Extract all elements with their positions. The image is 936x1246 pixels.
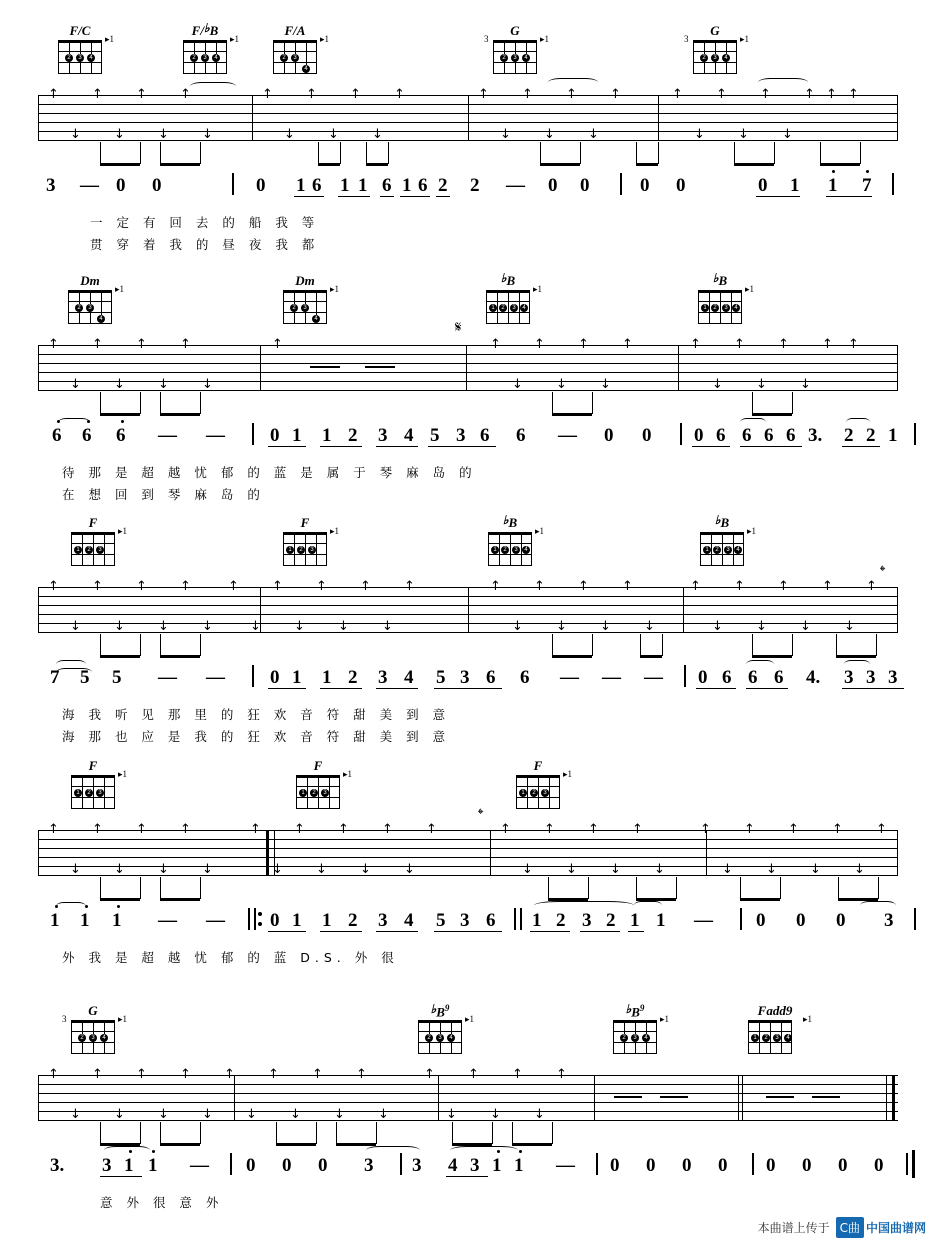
lyrics-line-1: 海 我 听 见 那 里 的 狂 欢 音 符 甜 美 到 意 — [62, 707, 451, 722]
capo-marker: ▸1 — [329, 284, 339, 294]
footer-credit — [758, 1217, 926, 1238]
chord-grid: 2 3 4 — [283, 290, 327, 324]
tie — [758, 78, 808, 87]
chord-grid: 2 3 4 — [493, 40, 537, 74]
tab-staff-2 — [38, 345, 898, 405]
chord-diagram-dm-1 — [60, 275, 122, 331]
fret-number: 3 — [62, 1014, 67, 1024]
chord-grid: 2 3 4 — [183, 40, 227, 74]
fret-number: 3 — [484, 34, 489, 44]
chord-diagram-g-3 — [63, 1005, 125, 1061]
chord-name: ♭B — [502, 513, 518, 530]
chord-name: Dm — [295, 273, 315, 288]
capo-marker: ▸1 — [319, 34, 329, 44]
chord-name: ♭B — [500, 271, 516, 288]
chord-name: Dm — [80, 273, 100, 288]
chord-grid: 1 2 3 — [296, 775, 340, 809]
chord-grid: 2 3 4 — [273, 40, 317, 74]
system-4: F ▸1 1 2 3 F ▸1 1 2 3 F ▸1 1 2 3 𝄌 ↑ ↓ ↑ ↓ ↑ ↓ ↑ ↓ ↑ ↓ ↑ ↓ ↑ ↓ ↑ ↓ ↑ ↑ ↓ ↑ ↓ ↑ ↓ ↑ ↓ ↑ ↓ ↑ ↓ ↑ ↓ ↑ ↓ ↑ 1 1 1 — — 0 1 1 2 3 4 5 3 6 1 2 3 2 1 1 — 0 0 0 3 外 我 是 超 越 忧 郁 的 蓝 D.S. 外 很 — [0, 755, 936, 985]
system-1: F/C ▸1 2 3 4 F/♭B ▸1 2 3 4 F/A ▸1 2 3 4 G 3 ▸1 2 3 4 G 3 ▸1 2 3 4 ↑ ↓ ↑ ↓ ↑ ↓ ↑ ↓ ↑ ↓ ↑ ↓ ↑ ↓ ↑ ↑ ↓ ↑ ↓ ↑ ↓ ↑ ↑ ↓ ↑ ↓ ↑ ↓ ↑ ↑ ↑ 3 — 0 0 0 1 6 1 1 6 1 6 2 2 — 0 0 0 0 0 1 1 7 一 定 有 回 去 的 船 我 等 贯 穿 着 我 的 昼 夜 我 都 — [0, 20, 936, 260]
capo-marker: ▸1 — [117, 526, 127, 536]
capo-marker: ▸1 — [117, 769, 127, 779]
chord-diagram-g-2 — [685, 25, 747, 81]
capo-marker: ▸1 — [114, 284, 124, 294]
site-name: 中国曲谱网 — [865, 1221, 926, 1235]
chord-diagram-f-over-c — [50, 25, 112, 81]
chord-grid: 1 2 3 — [71, 775, 115, 809]
capo-marker: ▸1 — [329, 526, 339, 536]
system-3: F ▸1 1 2 3 F ▸1 1 2 3 ♭B ▸1 1 2 3 4 ♭B ▸1 1 2 3 4 𝄌 ↑ ↓ ↑ ↓ ↑ ↓ ↑ ↓ ↑ ↓ ↑ ↓ ↑ ↓ ↑ ↓ ↑ ↑ ↓ ↑ ↓ ↑ ↓ ↑ ↓ ↑ ↓ ↑ ↓ ↑ ↓ ↑ ↓ ↑ 7 5 5 — — 0 1 1 2 3 4 5 3 6 6 — — — 0 6 6 6 4. 3 3 3 海 我 听 见 那 里 的 狂 欢 音 符 甜 美 到 意 海 那 也 应 是 我 的 狂 欢 音 符 甜 美 到 意 — [0, 512, 936, 752]
tab-staff-1 — [38, 95, 898, 155]
capo-marker: ▸1 — [739, 34, 749, 44]
chord-grid: 1 2 3 4 — [748, 1020, 792, 1054]
chord-diagram-fadd9 — [740, 1005, 810, 1061]
footer-text: 本曲谱上传于 — [757, 1221, 830, 1235]
chord-name: F/A — [284, 23, 306, 38]
chord-diagram-f-1 — [63, 517, 125, 573]
tie — [548, 78, 598, 87]
chord-grid: 1 2 3 — [71, 532, 115, 566]
fret-number: 3 — [684, 34, 689, 44]
chord-name: G — [88, 1003, 98, 1018]
chord-name: F — [300, 515, 310, 530]
lyrics-line-1: 意 外 很 意 外 — [100, 1195, 224, 1210]
system-5: G 3 ▸1 2 3 4 $♭B^9$ ▸1 2 3 4 $♭B^9$ ▸1 2 3 4 Fadd9 ▸1 1 2 3 4 ↑ ↓ ↑ ↓ ↑ ↓ ↑ ↓ ↑ ↓ ↑ ↓ ↑ ↓ ↑ ↓ ↑ ↓ ↑ ↓ ↑ ↓ ↑ 3. 3 1 1 — 0 0 0 3 3 4 3 1 1 — 0 0 0 0 0 0 0 0 意 外 很 意 外 — [0, 1000, 936, 1230]
chord-name: ♭B — [714, 513, 730, 530]
capo-marker: ▸1 — [534, 526, 544, 536]
chord-diagram-dm-2 — [275, 275, 337, 331]
chord-name: ♭B — [712, 271, 728, 288]
segno-icon: 𝄋 — [455, 318, 462, 336]
chord-grid: 1 2 3 — [516, 775, 560, 809]
chord-grid: 2 3 4 — [71, 1020, 115, 1054]
chord-diagram-f-4 — [288, 760, 350, 816]
capo-marker: ▸1 — [746, 526, 756, 536]
capo-marker: ▸1 — [104, 34, 114, 44]
capo-marker: ▸1 — [562, 769, 572, 779]
chord-name: G — [510, 23, 520, 38]
tab-staff-4 — [38, 830, 898, 890]
lyrics-line-2: 在 想 回 到 琴 麻 岛 的 — [62, 487, 265, 502]
lyrics-line-2: 海 那 也 应 是 我 的 狂 欢 音 符 甜 美 到 意 — [62, 729, 451, 744]
chord-name: Fadd9 — [757, 1003, 793, 1018]
chord-grid: 1 2 3 4 — [488, 532, 532, 566]
lyrics-line-1: 外 我 是 超 越 忧 郁 的 蓝 D.S. 外 很 — [62, 950, 399, 965]
chord-diagram-g-1 — [485, 25, 547, 81]
chord-diagram-f-5 — [508, 760, 570, 816]
chord-grid: 2 3 4 — [68, 290, 112, 324]
system-2: Dm ▸1 2 3 4 Dm ▸1 2 3 4 ♭B ▸1 1 2 3 4 ♭B ▸1 1 2 3 4 𝄋 ↑ ↓ ↑ ↓ ↑ ↓ ↑ ↓ ↑ ↑ ↓ ↑ ↓ ↑ ↓ ↑ ↑ ↓ ↑ ↓ ↑ ↓ ↑ ↑ 6 6 6 — — 0 1 1 2 3 4 5 3 6 6 — 0 0 0 6 6 6 6 3. 2 2 1 待 那 是 超 越 忧 郁 的 蓝 是 属 于 琴 麻 岛 的 在 想 回 到 琴 麻 岛 的 — [0, 270, 936, 510]
chord-diagram-bflat-2 — [690, 271, 754, 331]
chord-diagram-bflat-3 — [480, 513, 544, 573]
capo-marker: ▸1 — [744, 284, 754, 294]
chord-diagram-bflat-1 — [478, 271, 542, 331]
chord-diagram-f-over-bflat — [175, 21, 239, 81]
capo-marker: ▸1 — [659, 1014, 669, 1024]
chord-name: F/♭B — [191, 21, 219, 38]
chord-name: F — [88, 515, 98, 530]
chord-grid: 2 3 4 — [693, 40, 737, 74]
chord-grid: 1 2 3 4 — [486, 290, 530, 324]
tab-staff-3 — [38, 587, 898, 647]
chord-name: G — [710, 23, 720, 38]
chord-diagram-f-over-a — [265, 25, 327, 81]
chord-grid: 2 3 4 — [58, 40, 102, 74]
capo-marker: ▸1 — [464, 1014, 474, 1024]
chord-diagram-bflat9-1 — [410, 1002, 474, 1061]
capo-marker: ▸1 — [117, 1014, 127, 1024]
chord-name: $♭B^9$ — [430, 1002, 450, 1020]
lyrics-line-1: 待 那 是 超 越 忧 郁 的 蓝 是 属 于 琴 麻 岛 的 — [62, 465, 477, 480]
chord-grid: 1 2 3 4 — [698, 290, 742, 324]
chord-diagram-bflat-4 — [692, 513, 756, 573]
coda-icon: 𝄌 — [880, 562, 886, 580]
chord-diagram-bflat9-2 — [605, 1002, 669, 1061]
capo-marker: ▸1 — [342, 769, 352, 779]
lyrics-line-1: 一 定 有 回 去 的 船 我 等 — [90, 215, 320, 230]
chord-grid: 2 3 4 — [613, 1020, 657, 1054]
chord-name: F/C — [69, 23, 91, 38]
coda-icon: 𝄌 — [478, 805, 484, 823]
chord-name: $♭B^9$ — [625, 1002, 645, 1020]
tab-staff-5 — [38, 1075, 898, 1135]
tie — [190, 82, 236, 91]
capo-marker: ▸1 — [539, 34, 549, 44]
chord-name: F — [313, 758, 323, 773]
chord-diagram-f-2 — [275, 517, 337, 573]
chord-grid: 1 2 3 — [283, 532, 327, 566]
chord-name: F — [533, 758, 543, 773]
chord-name: F — [88, 758, 98, 773]
site-logo-icon: C曲 — [836, 1217, 864, 1238]
chord-grid: 2 3 4 — [418, 1020, 462, 1054]
chord-grid: 1 2 3 4 — [700, 532, 744, 566]
chord-diagram-f-3 — [63, 760, 125, 816]
capo-marker: ▸1 — [229, 34, 239, 44]
capo-marker: ▸1 — [802, 1014, 812, 1024]
capo-marker: ▸1 — [532, 284, 542, 294]
lyrics-line-2: 贯 穿 着 我 的 昼 夜 我 都 — [90, 237, 320, 252]
